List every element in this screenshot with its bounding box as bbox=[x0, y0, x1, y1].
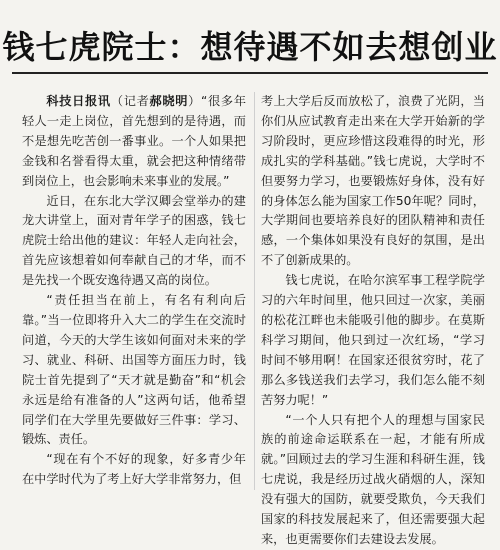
article-column-left bbox=[22, 92, 246, 490]
byline-reporter-suffix: ） bbox=[188, 94, 202, 108]
article-paragraph: 近日，在东北大学汉卿会堂举办的建龙大讲堂上，面对青年学子的困惑，钱七虎院士给出他的建议：年轻人走向社会，首先应该想着如何奉献自己的才华，而不是先找一个既安逸待遇又高的岗位。 bbox=[22, 193, 246, 288]
article-paragraph: “责任担当在前上，有名有利向后靠。”当一位即将升入大二的学生在交流时问道，今天的大学生该如何面对未来的学习、就业、科研、出国等方面压力时，钱院士首先提到了“天才就是勤奋”和“机会永远是给有准备的人”这两句话，他希望同学们在大学里先要做好三件事：学习、锻炼、责任。 bbox=[22, 293, 246, 447]
article-paragraph bbox=[22, 92, 246, 192]
byline-reporter-prefix: （记者 bbox=[110, 94, 150, 108]
headline-rule bbox=[12, 72, 488, 74]
byline-source: 科技日报讯 bbox=[46, 94, 111, 108]
column-divider bbox=[254, 92, 255, 490]
headline: 钱七虎院士：想待遇不如去想创业 bbox=[2, 28, 498, 66]
paragraph-text: “很多年轻人一走上岗位，首先想到的是待遇，而不是想先吃苦创一番事业。一个人如果把金钱和名誉看得太重，就会把这种情绪带到岗位上，也会影响未来事业的发展。” bbox=[22, 94, 247, 188]
article-paragraph: “现在有个不好的现象，好多青少年在中学时代为了考上好大学非常努力，但 bbox=[22, 452, 246, 487]
article-paragraph-continued: 考上大学后反而放松了，浪费了光阴，当你们从应试教育走出来在大学开始新的学习阶段时，更应珍惜这段难得的时光，形成扎实的学科基础。”钱七虎说，大学时不但要努力学习，也要锻炼好身体，没有好的身体怎么能为国家工作50年呢？同时，大学期间也要培养良好的团队精神和责任感，一个集体如果没有良好的氛围，是出不了创新成果的。 bbox=[261, 94, 485, 268]
byline-reporter-name: 郝晓明 bbox=[149, 94, 189, 108]
article-paragraph: 钱七虎说，在哈尔滨军事工程学院学习的六年时间里，他只回过一次家，美丽的松花江畔也未能吸引他的脚步。在莫斯科学习期间，他只到过一次红场，“学习时间不够用啊！在国家还很贫穷时，花了那么多钱送我们去学习，我们怎么能不刻苦努力呢！” bbox=[261, 273, 485, 407]
article-column-right bbox=[261, 92, 485, 546]
article-paragraph: “一个人只有把个人的理想与国家民族的前途命运联系在一起，才能有所成就。”回顾过去的学习生涯和科研生涯，钱七虎说，我是经历过战火硝烟的人，深知没有强大的国防，就要受欺负，今天我们国家的科技发展起来了，但还需要强大起来，也更需要你们去建设去发展。 bbox=[261, 412, 485, 546]
